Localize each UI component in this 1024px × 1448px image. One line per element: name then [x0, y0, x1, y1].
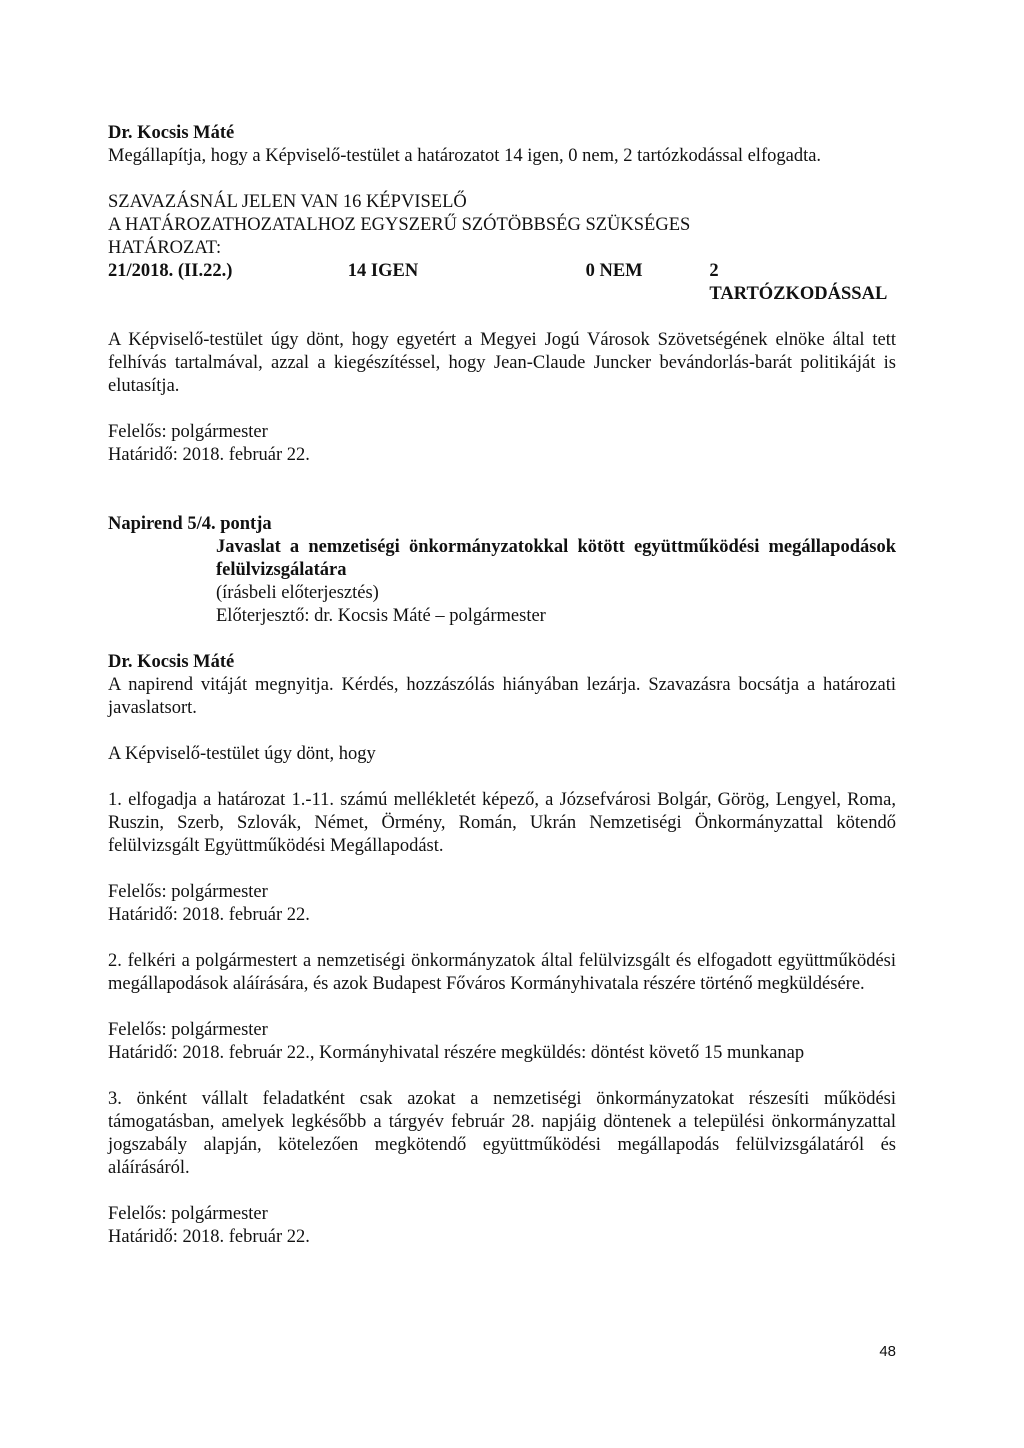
vote-majority: A HATÁROZATHOZATALHOZ EGYSZERŰ SZÓTÖBBSÉG SZÜKSÉGES	[108, 215, 691, 235]
resolution-item-text: 1. elfogadja a határozat 1.-11. számú mellékletét képező, a Józsefvárosi Bolgár, Görög, Lengyel, Roma, Ruszin, Szerb, Szlovák, Német, Örmény, Román, Ukrán Nemzetiségi Önkormányzattal kötendő felülvizsgált Együttműködési Megállapodást.	[108, 790, 896, 856]
resolution-intro: A Képviselő-testület úgy dönt, hogy	[108, 744, 376, 764]
responsible: Felelős: polgármester	[108, 422, 268, 442]
responsible: Felelős: polgármester	[108, 1020, 268, 1040]
responsible: Felelős: polgármester	[108, 1204, 268, 1224]
vote-result-row	[108, 260, 896, 306]
agenda-heading: Napirend 5/4. pontja	[108, 514, 272, 534]
responsible: Felelős: polgármester	[108, 882, 268, 902]
deadline: Határidő: 2018. február 22., Kormányhivatal részére megküldés: döntést követő 15 munkanap	[108, 1043, 805, 1063]
speaker-block-1	[108, 122, 896, 168]
speaker-name: Dr. Kocsis Máté	[108, 123, 235, 143]
deadline: Határidő: 2018. február 22.	[108, 905, 310, 925]
speaker-statement: A napirend vitáját megnyitja. Kérdés, hozzászólás hiányában lezárja. Szavazásra bocsátja a határozati javaslatsort.	[108, 675, 896, 718]
resolution-number: 21/2018. (II.22.)	[108, 261, 233, 281]
speaker-name: Dr. Kocsis Máté	[108, 652, 235, 672]
vote-resolution-label: HATÁROZAT:	[108, 238, 222, 258]
agenda-title: Javaslat a nemzetiségi önkormányzatokkal kötött együttműködési megállapodások felülvizsgálatára	[216, 537, 896, 580]
resolution-item	[108, 1088, 896, 1249]
deadline: Határidő: 2018. február 22.	[108, 445, 310, 465]
vote-summary	[108, 191, 896, 306]
vote-yes: 14 IGEN	[347, 261, 419, 281]
speaker-statement: Megállapítja, hogy a Képviselő-testület a határozatot 14 igen, 0 nem, 2 tartózkodással elfogadta.	[108, 146, 822, 166]
speaker-block-2	[108, 651, 896, 720]
resolution-item	[108, 950, 896, 1065]
document-page	[108, 122, 896, 1249]
page-number: 48	[879, 1343, 896, 1360]
resolution-item-text: 2. felkéri a polgármestert a nemzetiségi önkormányzatok által felülvizsgált és elfogadott együttműködési megállapodások aláírására, és azok Budapest Főváros Kormányhivatala részére történő megküldésére.	[108, 951, 896, 994]
vote-abstain: 2 TARTÓZKODÁSSAL	[709, 261, 888, 304]
resolution-item-text: 3. önként vállalt feladatként csak azokat a nemzetiségi önkormányzatokat részesíti működési támogatásban, amelyek legkésőbb a tárgyév február 28. napjáig döntenek a települési önkormányzattal jogszabály alapján, kötelezően megkötendő együttműködési megállapodás felülvizsgálatáról és aláírásáról.	[108, 1089, 896, 1178]
resolution-item	[108, 789, 896, 927]
agenda-item	[108, 513, 896, 628]
agenda-type: (írásbeli előterjesztés)	[216, 583, 379, 603]
deadline: Határidő: 2018. február 22.	[108, 1227, 310, 1247]
vote-presence: SZAVAZÁSNÁL JELEN VAN 16 KÉPVISELŐ	[108, 192, 467, 212]
decision-text: A Képviselő-testület úgy dönt, hogy egyetért a Megyei Jogú Városok Szövetségének elnöke által tett felhívás tartalmával, azzal a kiegészítéssel, hogy Jean-Claude Juncker bevándorlás-barát politikáját is elutasítja.	[108, 330, 896, 396]
decision-block	[108, 329, 896, 467]
vote-no: 0 NEM	[585, 261, 643, 281]
agenda-presenter: Előterjesztő: dr. Kocsis Máté – polgármester	[216, 606, 546, 626]
resolution-list	[108, 743, 896, 1249]
